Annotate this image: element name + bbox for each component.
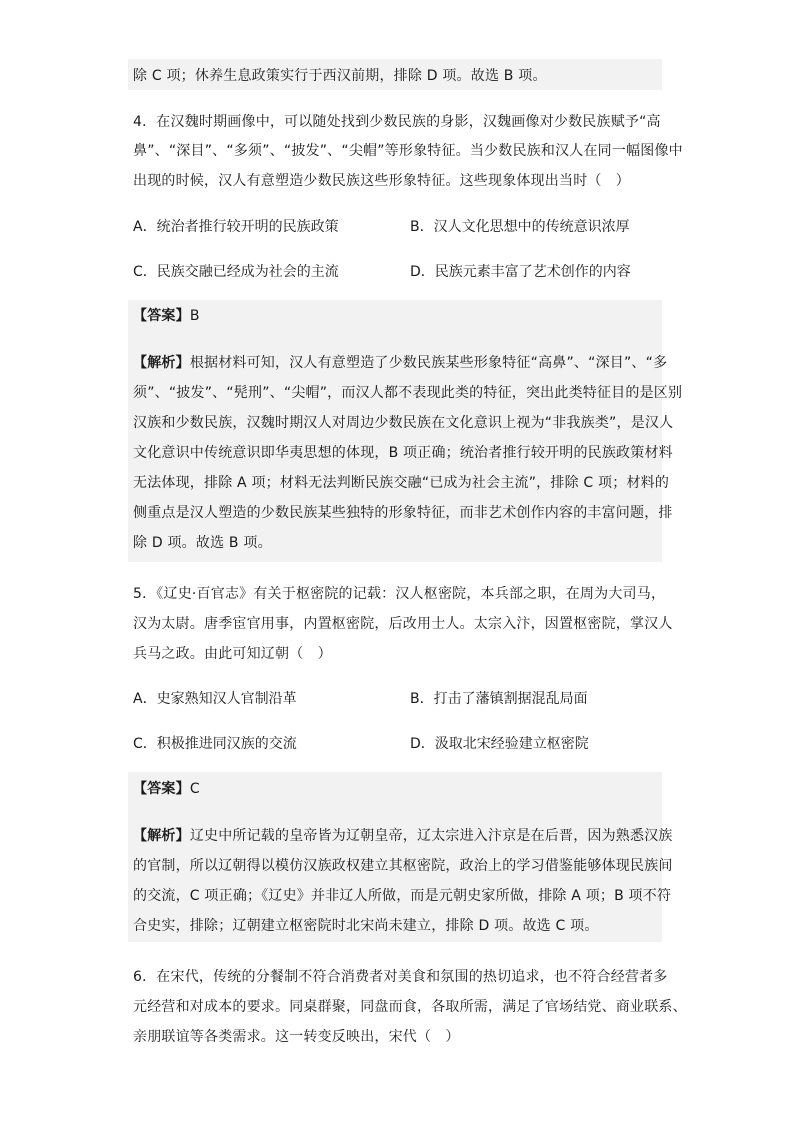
q4-analysis-label: 【解析】 <box>133 355 190 371</box>
q6-stem-line-3: 亲朋联谊等各类需求。这一转变反映出，宋代（ ） <box>133 1029 460 1045</box>
q4-option-c: C．民族交融已经成为社会的主流 <box>133 264 339 280</box>
q5-option-d: D．汲取北宋经验建立枢密院 <box>410 736 589 752</box>
q6-stem-line-2: 元经营和对成本的要求。同桌群聚，同盘而食，各取所需，满足了官场结党、商业联系、 <box>133 999 687 1015</box>
q5-answer-value: C <box>189 781 200 797</box>
q5-stem-line-1: 5．《辽史·百官志》有关于枢密院的记载：汉人枢密院，本兵部之职，在周为大司马， <box>133 586 666 602</box>
q4-analysis-line-7: 除 D 项。故选 B 项。 <box>133 535 272 551</box>
q5-stem-line-3: 兵马之政。由此可知辽朝（ ） <box>133 646 332 662</box>
q5-analysis-line-1 <box>133 826 673 846</box>
q4-stem-line-2: 鼻”、“深目”、“多须”、“披发”、“尖帽”等形象特征。当少数民族和汉人在同一幅图像中 <box>133 143 683 159</box>
q5-option-a: A．史家熟知汉人官制沿革 <box>133 691 297 707</box>
q4-answer-value: B <box>189 308 200 324</box>
q5-analysis-label: 【解析】 <box>133 828 190 844</box>
q5-analysis-line-4: 合史实，排除；辽朝建立枢密院时北宋尚未建立，排除 D 项。故选 C 项。 <box>133 918 599 934</box>
q4-stem-line-1: 4．在汉魏时期画像中，可以随处找到少数民族的身影，汉魏画像对少数民族赋予“高 <box>133 114 661 130</box>
q4-analysis-first: 根据材料可知，汉人有意塑造了少数民族某些形象特征“高鼻”、“深目”、“多 <box>189 355 668 371</box>
q4-analysis-line-4: 文化意识中传统意识即华夷思想的体现，B 项正确；统治者推行较开明的民族政策材料 <box>133 445 673 461</box>
q4-analysis-line-2: 须”、“披发”、“髡刑”、“尖帽”，而汉人都不表现此类的特征，突出此类特征目的是区别 <box>133 385 683 401</box>
q5-option-c: C．积极推进同汉族的交流 <box>133 736 297 752</box>
q4-analysis-line-6: 侧重点是汉人塑造的少数民族某些独特的形象特征，而非艺术创作内容的丰富问题，排 <box>133 505 673 521</box>
q4-answer <box>133 306 200 326</box>
q4-stem-line-3: 出现的时候，汉人有意塑造少数民族这些形象特征。这些现象体现出当时（ ） <box>133 173 630 189</box>
q5-stem-line-2: 汉为太尉。唐季宦官用事，内置枢密院，后改用士人。太宗入汴，因置枢密院，掌汉人 <box>133 616 673 632</box>
q4-option-b: B．汉人文化思想中的传统意识浓厚 <box>410 219 630 235</box>
q5-analysis-line-2: 的官制，所以辽朝得以模仿汉族政权建立其枢密院，政治上的学习借鉴能够体现民族间 <box>133 858 673 874</box>
q5-analysis-line-3: 的交流，C 项正确；《辽史》并非辽人所做，而是元朝史家所做，排除 A 项；B 项不符 <box>133 888 672 904</box>
q4-analysis-line-5: 无法体现，排除 A 项；材料无法判断民族交融“已成为社会主流”，排除 C 项；材料的 <box>133 475 670 491</box>
q4-analysis-line-3: 汉族和少数民族，汉魏时期汉人对周边少数民族在文化意识上视为“非我族类”，是汉人 <box>133 415 674 431</box>
q5-analysis-first: 辽史中所记载的皇帝皆为辽朝皇帝，辽太宗进入汴京是在后晋，因为熟悉汉族 <box>189 828 673 844</box>
q5-answer-label: 【答案】 <box>133 781 190 797</box>
q6-stem-line-1: 6．在宋代，传统的分餐制不符合消费者对美食和氛围的热切追求，也不符合经营者多 <box>133 969 668 985</box>
q4-answer-label: 【答案】 <box>133 308 190 324</box>
q4-option-a: A．统治者推行较开明的民族政策 <box>133 219 339 235</box>
q4-option-d: D．民族元素丰富了艺术创作的内容 <box>410 264 631 280</box>
q4-analysis-line-1 <box>133 353 667 373</box>
q5-option-b: B．打击了藩镇割据混乱局面 <box>410 691 588 707</box>
prev-analysis-line: 除 C 项；休养生息政策实行于西汉前期，排除 D 项。故选 B 项。 <box>133 68 547 84</box>
q5-answer <box>133 779 200 799</box>
